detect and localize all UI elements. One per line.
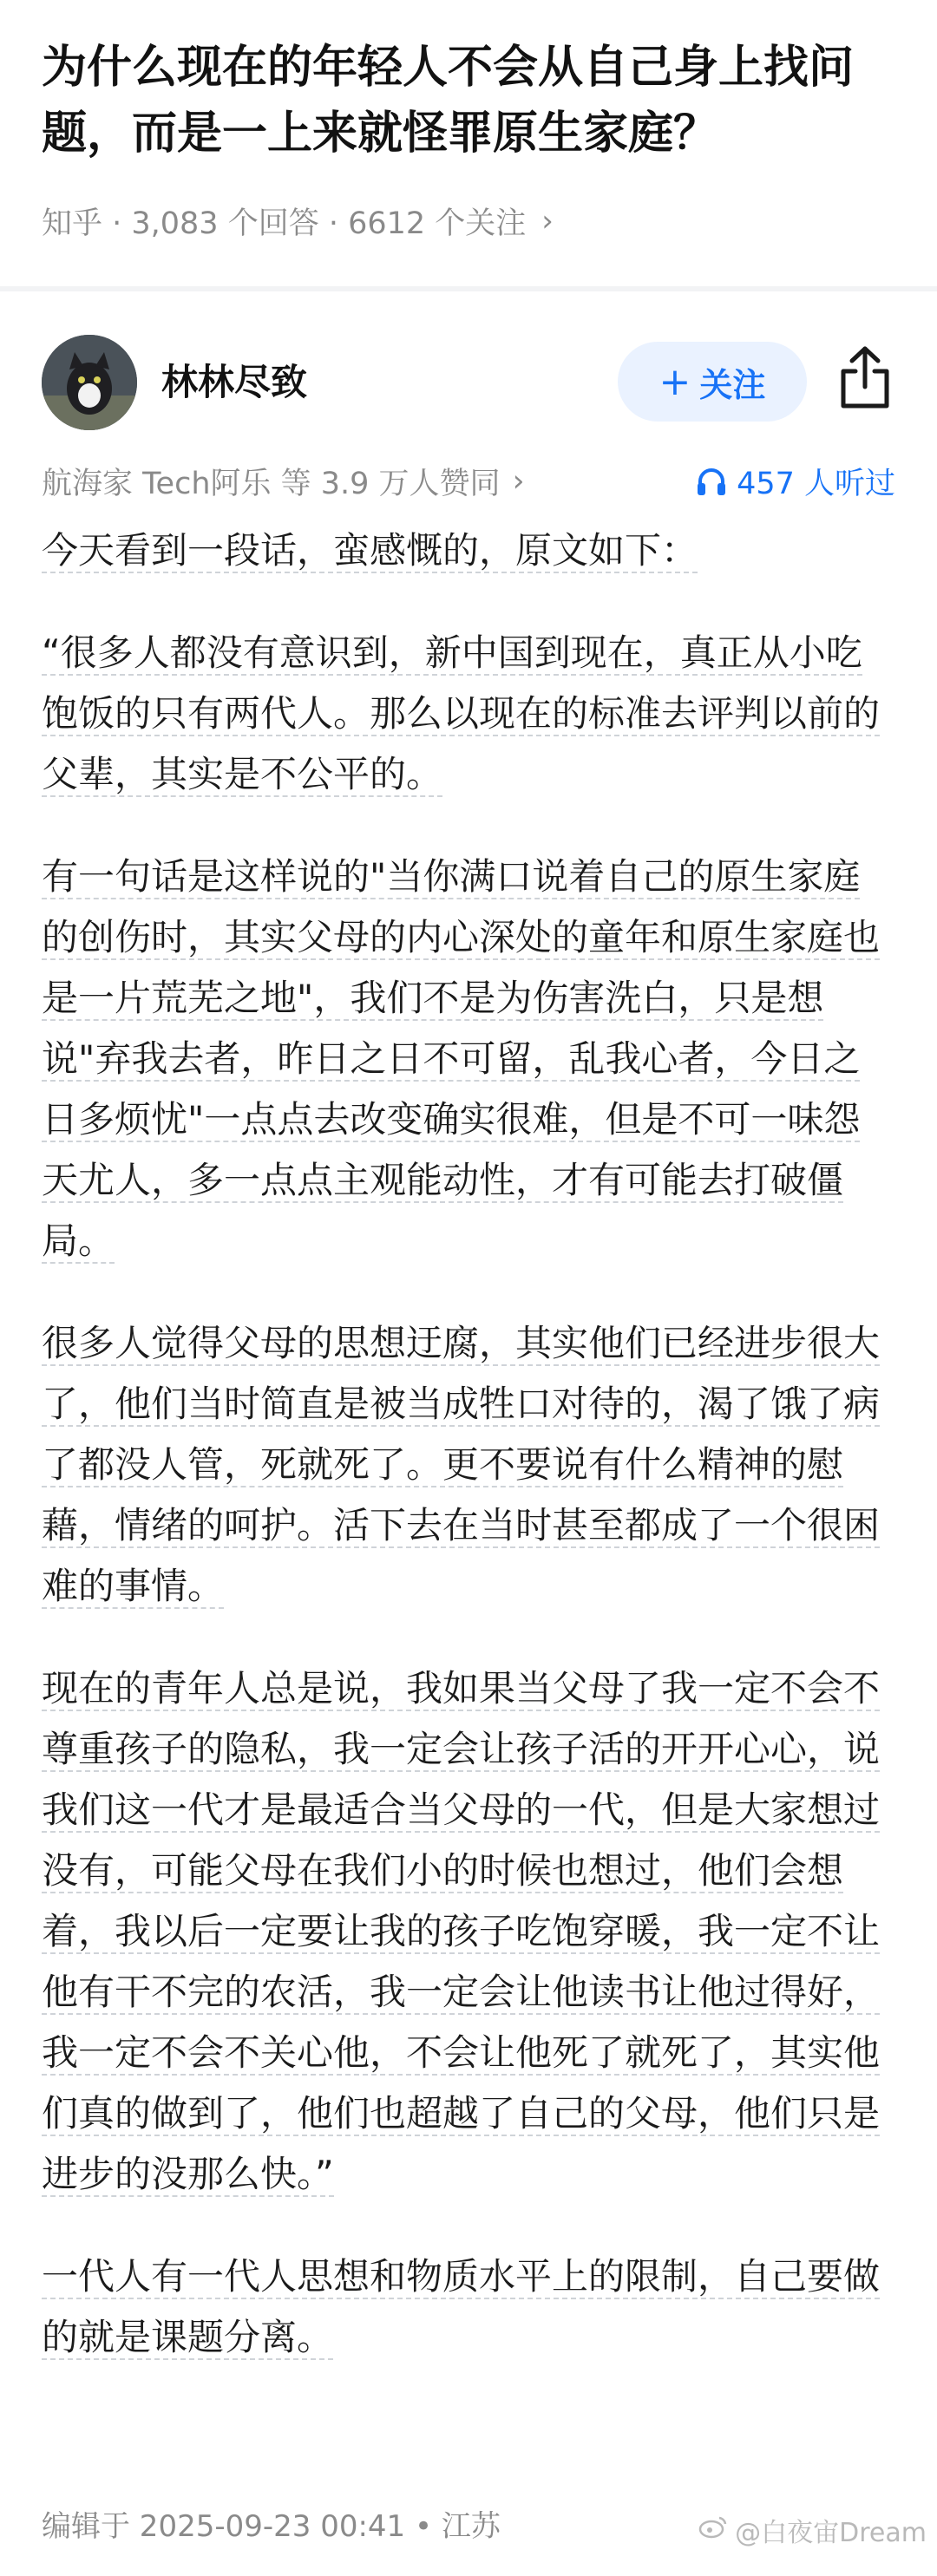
question-header[interactable] bbox=[0, 0, 937, 286]
answer-paragraph: 有一句话是这样说的"当你满口说着自己的原生家庭的创伤时，其实父母的内心深处的童年和原生家庭也是一片荒芜之地"，我们不是为伤害洗白，只是想说"弃我去者，昨日之日不可留，乱我心者，今日之日多烦忧"一点点去改变确实很难，但是不可一味怨天尤人，多一点点主观能动性，才有可能去打破僵局。 bbox=[42, 855, 881, 1262]
answer-body bbox=[42, 520, 896, 2409]
answer-paragraph: 很多人觉得父母的思想迂腐，其实他们已经进步很大了，他们当时简直是被当成牲口对待的，渴了饿了病了都没人管，死就死了。更不要说有什么精神的慰藉，情绪的呵护。活下去在当时甚至都成了一个很困难的事情。 bbox=[42, 1322, 881, 1607]
voters-text: 航海家 Tech阿乐 等 3.9 万人赞同 bbox=[42, 467, 501, 501]
avatar[interactable] bbox=[42, 335, 137, 430]
answer-paragraph: 今天看到一段话，蛮感慨的，原文如下： bbox=[42, 529, 698, 572]
question-meta-text: 知乎 · 3,083 个回答 · 6612 个关注 bbox=[42, 206, 527, 241]
follow-label: 关注 bbox=[699, 365, 766, 404]
author-name[interactable]: 林林尽致 bbox=[161, 361, 308, 403]
weibo-icon bbox=[698, 2514, 728, 2546]
listen-count: 457 人听过 bbox=[737, 467, 895, 501]
question-meta[interactable] bbox=[42, 199, 554, 243]
voters-link[interactable] bbox=[42, 460, 525, 503]
listen-button[interactable] bbox=[695, 460, 895, 503]
follow-button[interactable] bbox=[618, 342, 807, 422]
answer-paragraph: 现在的青年人总是说，我如果当父母了我一定不会不尊重孩子的隐私，我一定会让孩子活的开开心心，说我们这一代才是最适合当父母的一代，但是大家想过没有，可能父母在我们小的时候也想过，他们会想着，我以后一定要让我的孩子吃饱穿暖，我一定不让他有干不完的农活，我一定会让他读书让他过得好，我一定不会不关心他，不会让他死了就死了，其实他们真的做到了，他们也超越了自己的父母，他们只是进步的没那么快。” bbox=[42, 1667, 881, 2195]
avatar-cat-icon bbox=[42, 335, 137, 430]
question-title[interactable]: 为什么现在的年轻人不会从自己身上找问题，而是一上来就怪罪原生家庭？ bbox=[42, 42, 855, 160]
watermark-text: @白夜宙Dream bbox=[735, 2518, 927, 2548]
watermark bbox=[698, 2511, 927, 2549]
headphones-icon bbox=[695, 465, 728, 498]
chevron-right-icon: › bbox=[541, 204, 554, 239]
edit-info: 编辑于 2025-09-23 00:41 • 江苏 bbox=[42, 2509, 501, 2544]
author-row bbox=[0, 291, 937, 439]
likes-row bbox=[0, 451, 937, 512]
chevron-right-icon: › bbox=[512, 464, 525, 499]
plus-icon: + bbox=[659, 359, 691, 404]
answer-paragraph: 一代人有一代人思想和物质水平上的限制，自己要做的就是课题分离。 bbox=[42, 2255, 881, 2358]
answer-paragraph: “很多人都没有意识到，新中国到现在，真正从小吃饱饭的只有两代人。那么以现在的标准去评判以前的父辈，其实是不公平的。 bbox=[42, 631, 881, 795]
share-icon[interactable] bbox=[835, 343, 895, 413]
